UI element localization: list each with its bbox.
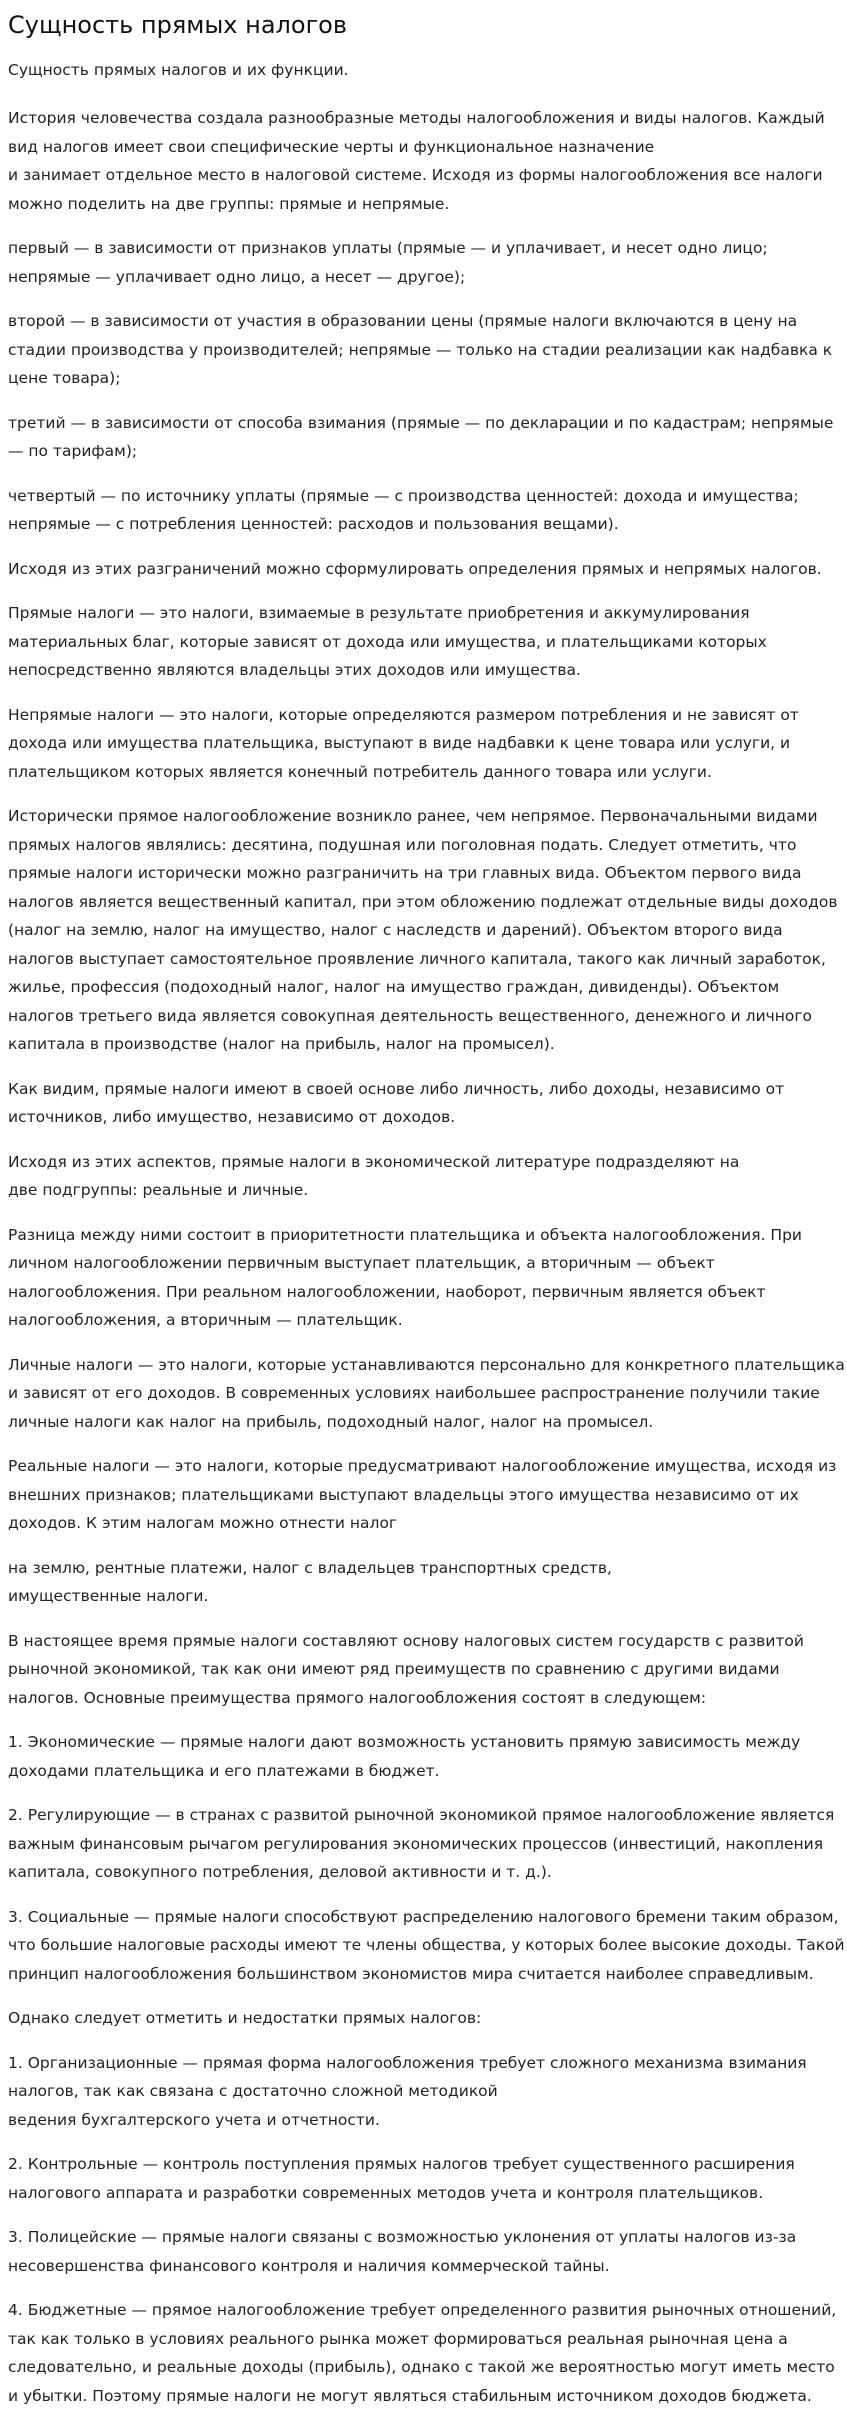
paragraph: Исходя из этих аспектов, прямые налоги в экономической литературе подразделяют на две подгруппы: реальные и личные.	[8, 1152, 740, 1199]
article-subtitle: Сущность прямых налогов и их функции.	[8, 61, 349, 79]
paragraph: Однако следует отметить и недостатки прямых налогов:	[8, 2009, 482, 2027]
paragraph: История человечества создала разнообразные методы налогообложения и виды налогов. Каждый вид налогов имеет свои специфические черты и функциональное назначение и занимает отдельное место в налоговой системе. Исходя из формы налогообложения все налоги можно поделить на две группы: прямые и непрямые.	[8, 109, 825, 213]
article-body	[8, 104, 845, 2410]
paragraph: Разница между ними состоит в приоритетности плательщика и объекта налогообложения. При личном налогообложении первичным выступает плательщик, а вторичным — объект налогообложения. При реальном налогообложении, наоборот, первичным является объект налогообложения, а вторичным — плательщик.	[8, 1225, 803, 1329]
paragraph: 3. Социальные — прямые налоги способствуют распределению налогового бремени таким образом, что большие налоговые расходы имеют те члены общества, у которых более высокие доходы. Такой принцип налогообложения большинством экономистов мира считается наиболее справедливым.	[8, 1907, 845, 1983]
page-title: Сущность прямых налогов	[8, 11, 347, 39]
paragraph: Исторически прямое налогообложение возникло ранее, чем непрямое. Первоначальными видами прямых налогов являлись: десятина, подушная или поголовная подать. Следует отметить, что прямые налоги исторически можно разграничить на три главных вида. Объектом первого вида налогов является вещественный капитал, при этом обложению подлежат отдельные виды доходов (налог на землю, налог на имущество, налог с наследств и дарений). Объектом второго вида налогов выступает самостоятельное проявление личного капитала, такого как личный заработок, жилье, профессия (подоходный налог, налог на имущество граждан, дивиденды). Объектом налогов третьего вида является совокупная деятельность вещественного, денежного и личного капитала в производстве (налог на прибыль, налог на промысел).	[8, 807, 838, 1053]
paragraph: Непрямые налоги — это налоги, которые определяются размером потребления и не зависят от дохода или имущества плательщика, выступают в виде надбавки к цене товара или услуги, и плательщиком которых является конечный потребитель данного товара или услуги.	[8, 705, 799, 781]
paragraph: 2. Контрольные — контроль поступления прямых налогов требует существенного расширения налогового аппарата и разработки современных методов учета и контроля плательщиков.	[8, 2155, 795, 2202]
paragraph: 4. Бюджетные — прямое налогообложение требует определенного развития рыночных отношений, так как только в условиях реального рынка может формироваться реальная рыночная цена а следовательно, и реальные доходы (прибыль), однако с такой же вероятностью могут иметь место и убытки. Поэтому прямые налоги не могут являться стабильным источником доходов бюджета.	[8, 2301, 837, 2405]
paragraph: Реальные налоги — это налоги, которые предусматривают налогообложение имущества, исходя из внешних признаков; плательщиками выступают владельцы этого имущества независимо от их доходов. К этим налогам можно отнести налог	[8, 1457, 837, 1532]
paragraph: первый — в зависимости от признаков уплаты (прямые — и уплачивает, и несет одно лицо; непрямые — уплачивает одно лицо, а несет — другое);	[8, 239, 768, 286]
paragraph: на землю, рентные платежи, налог с владельцев транспортных средств, имущественные налоги.	[8, 1558, 612, 1605]
paragraph: Исходя из этих разграничений можно сформулировать определения прямых и непрямых налогов.	[8, 559, 822, 578]
paragraph: В настоящее время прямые налоги составляют основу налоговых систем государств с развитой рыночной экономикой, так как они имеют ряд преимуществ по сравнению с другими видами налогов. Основные преимущества прямого налогообложения состоят в следующем:	[8, 1631, 804, 1707]
paragraph: 1. Организационные — прямая форма налогообложения требует сложного механизма взимания налогов, так как связана с достаточно сложной методикой ведения бухгалтерского учета и отчетности.	[8, 2053, 807, 2129]
paragraph: Прямые налоги — это налоги, взимаемые в результате приобретения и аккумулирования материальных благ, которые зависят от дохода или имущества, и плательщиками которых непосредственно являются владельцы этих доходов или имущества.	[8, 604, 767, 679]
paragraph: 2. Регулирующие — в странах с развитой рыночной экономикой прямое налогообложение является важным финансовым рычагом регулирования экономических процессов (инвестиций, накопления капитала, совокупного потребления, деловой активности и т. д.).	[8, 1806, 835, 1881]
paragraph: второй — в зависимости от участия в образовании цены (прямые налоги включаются в цену на стадии производства у производителей; непрямые — только на стадии реализации как надбавка к цене товара);	[8, 312, 833, 387]
paragraph: Личные налоги — это налоги, которые устанавливаются персонально для конкретного плательщика и зависят от его доходов. В современных условиях наибольшее распространение получили такие личные налоги как налог на прибыль, подоходный налог, налог на промысел.	[8, 1355, 845, 1431]
paragraph: четвертый — по источнику уплаты (прямые — с производства ценностей: дохода и имущества; непрямые — с потребления ценностей: расходов и пользования вещами).	[8, 486, 799, 533]
paragraph: Как видим, прямые налоги имеют в своей основе либо личность, либо доходы, независимо от источников, либо имущество, независимо от доходов.	[8, 1079, 785, 1126]
paragraph: 1. Экономические — прямые налоги дают возможность установить прямую зависимость между доходами плательщика и его платежами в бюджет.	[8, 1733, 801, 1780]
paragraph: 3. Полицейские — прямые налоги связаны с возможностью уклонения от уплаты налогов из-за несовершенства финансового контроля и наличия коммерческой тайны.	[8, 2228, 797, 2275]
paragraph: третий — в зависимости от способа взимания (прямые — по декларации и по кадастрам; непрямые — по тарифам);	[8, 413, 834, 460]
